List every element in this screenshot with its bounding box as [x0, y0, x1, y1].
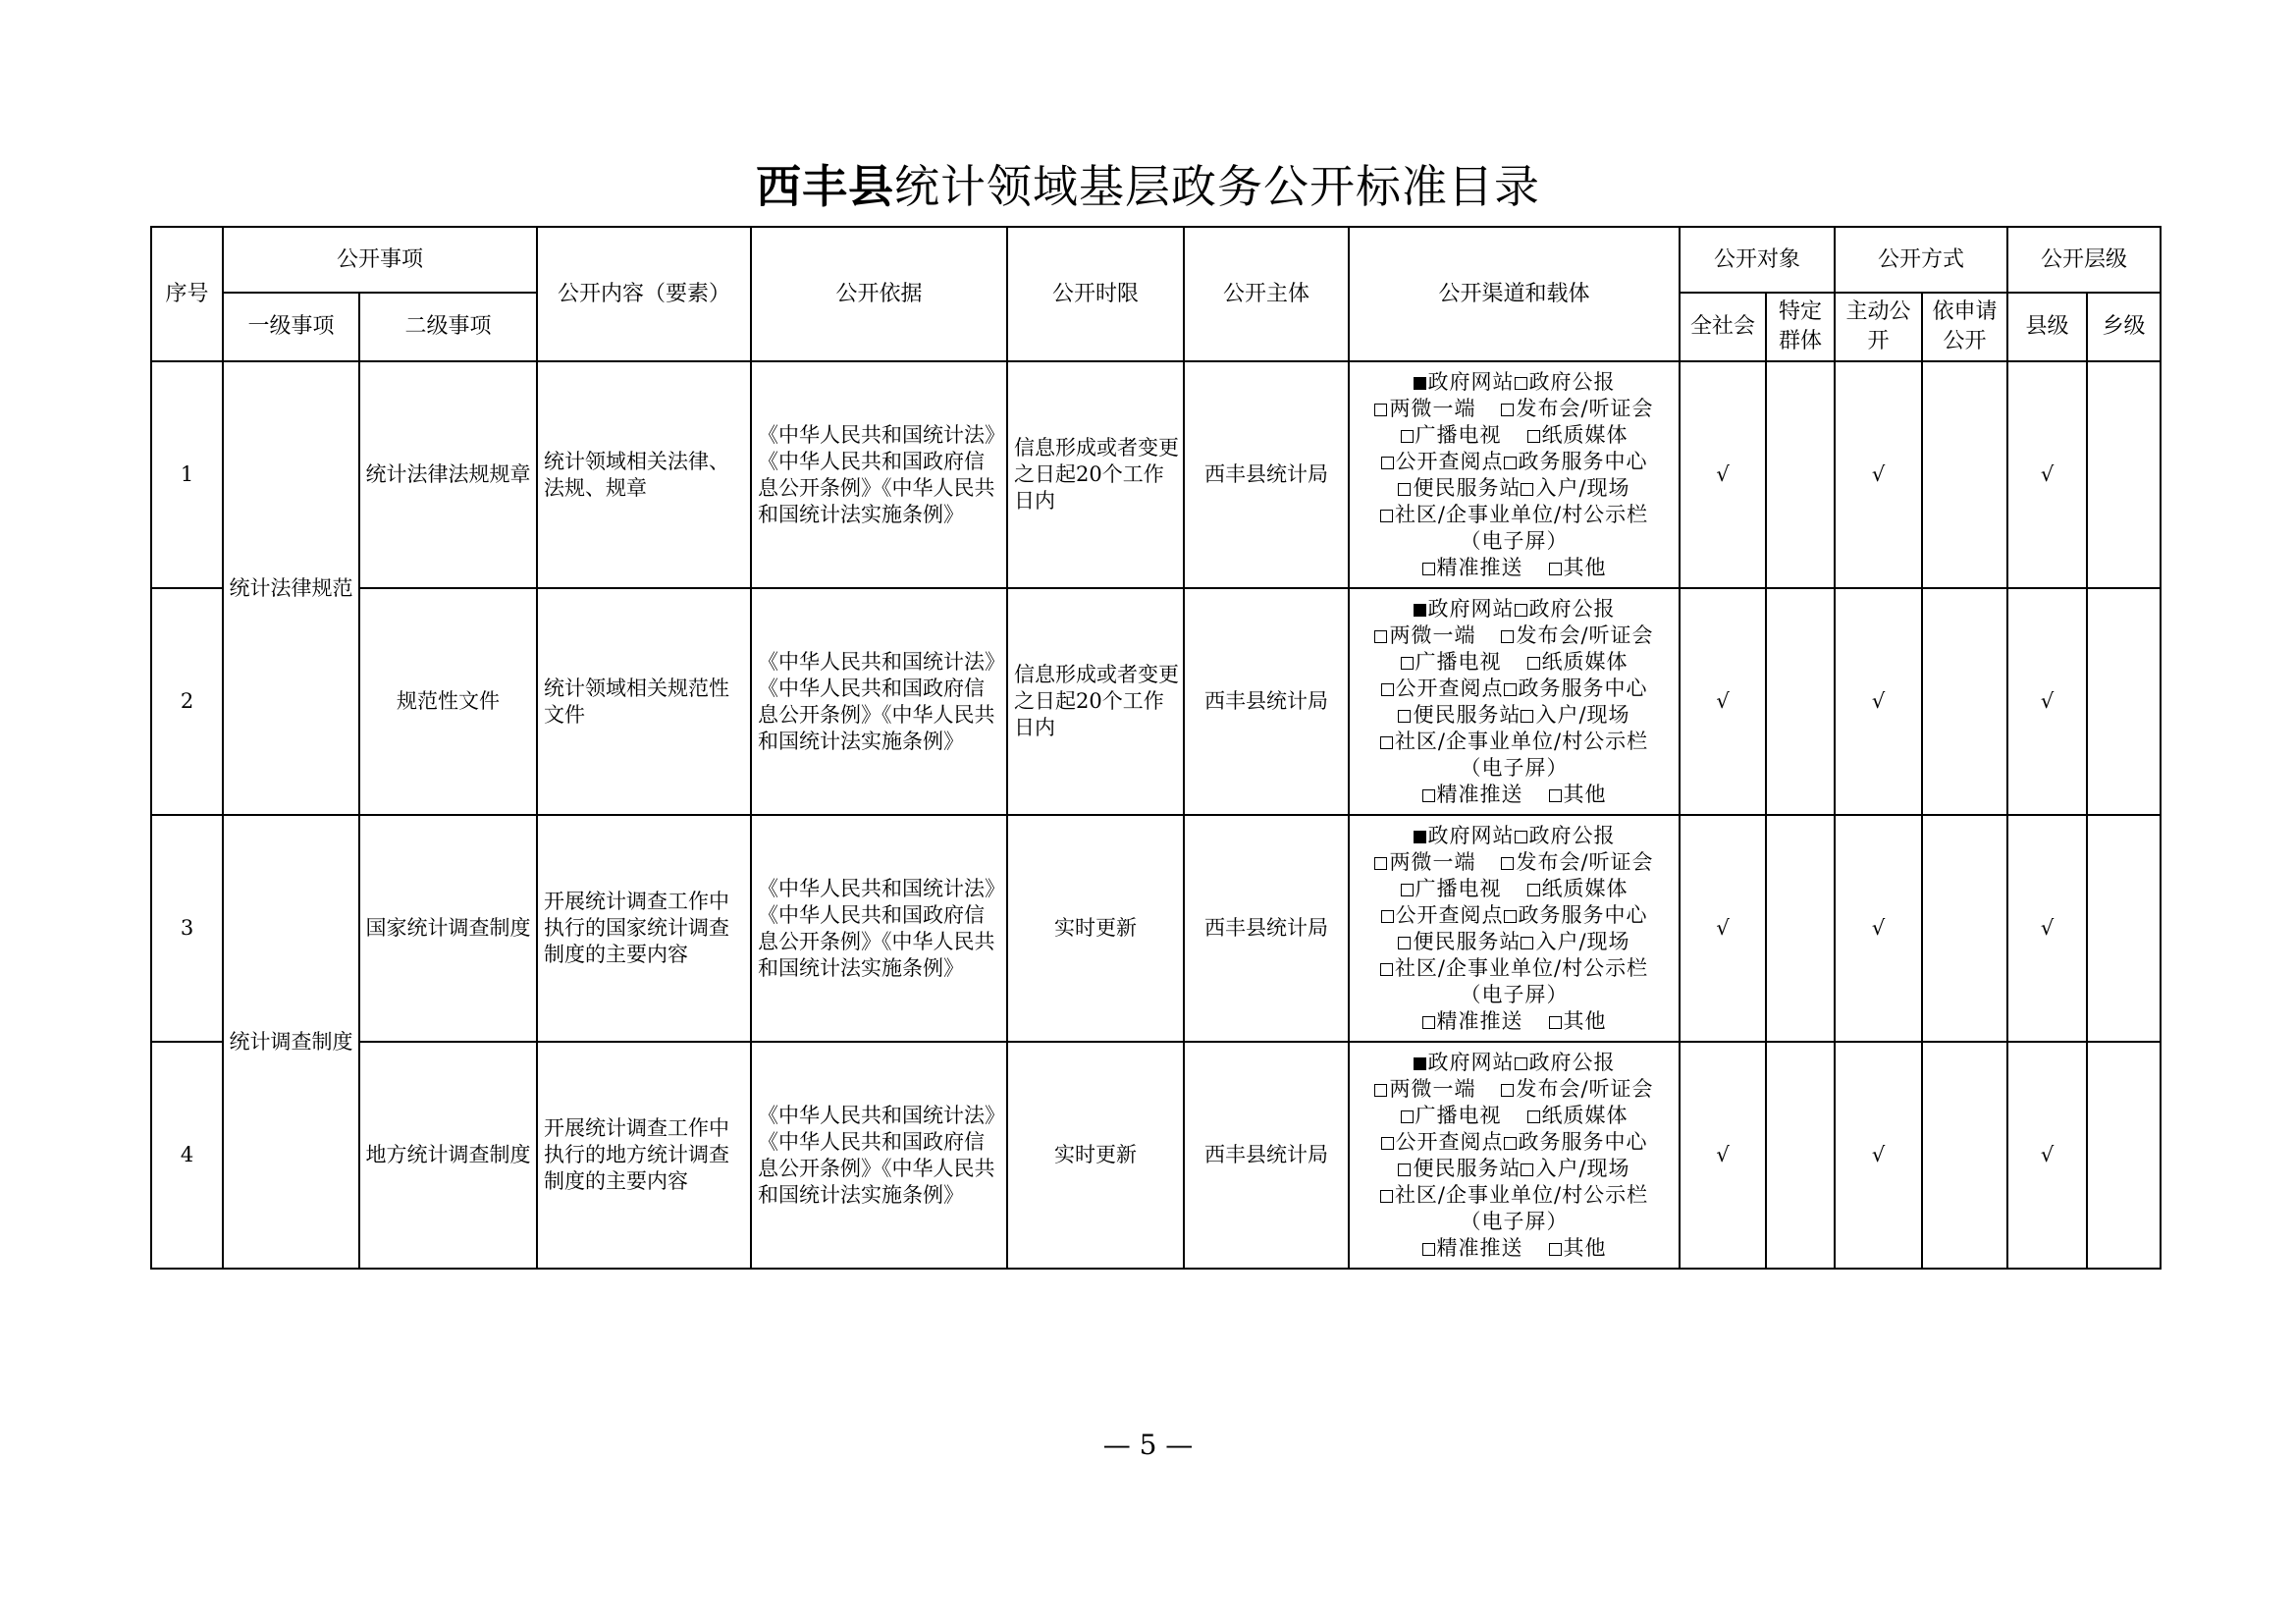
method-active-check: √ [1835, 815, 1922, 1042]
unchecked-box-icon [1398, 710, 1411, 723]
method-request-check [1922, 1042, 2007, 1269]
channel-line [1354, 782, 1675, 808]
unchecked-box-icon [1521, 483, 1533, 496]
level-county-check: √ [2007, 361, 2087, 588]
unchecked-box-icon [1549, 1243, 1562, 1256]
channel-line [1354, 528, 1675, 555]
level-county-check: √ [2007, 815, 2087, 1042]
header-level-town: 乡级 [2087, 293, 2161, 361]
level-county-check: √ [2007, 1042, 2087, 1269]
channel-label: 便民服务站 [1413, 1156, 1522, 1180]
channel-line [1354, 623, 1675, 649]
channel-label: 两微一端 [1389, 623, 1476, 647]
channel-label: 发布会/听证会 [1516, 849, 1654, 874]
level-town-check [2087, 588, 2161, 815]
unchecked-box-icon [1398, 937, 1411, 949]
channel-line [1354, 1156, 1675, 1182]
channel-label: 发布会/听证会 [1516, 623, 1654, 647]
basis-cell: 《中华人民共和国统计法》《中华人民共和国政府信息公开条例》《中华人民共和国统计法实施条例》 [751, 361, 1007, 588]
unchecked-box-icon [1549, 789, 1562, 802]
row-seq: 1 [151, 361, 223, 588]
header-target: 公开对象 [1680, 227, 1835, 293]
channel-line [1354, 369, 1675, 396]
content-cell: 开展统计调查工作中执行的国家统计调查制度的主要内容 [537, 815, 751, 1042]
unchecked-box-icon [1381, 910, 1394, 923]
channel-line [1354, 676, 1675, 702]
unchecked-box-icon [1422, 563, 1435, 575]
channel-label: 纸质媒体 [1541, 422, 1629, 447]
channel-label: 广播电视 [1415, 876, 1502, 900]
unchecked-box-icon [1401, 884, 1414, 896]
channels-cell [1349, 815, 1680, 1042]
channel-label: 精准推送 [1436, 1008, 1523, 1033]
subject-cell: 西丰县统计局 [1184, 815, 1349, 1042]
channel-line [1354, 1103, 1675, 1129]
channel-line [1354, 876, 1675, 902]
unchecked-box-icon [1515, 831, 1527, 843]
channel-label: 广播电视 [1415, 649, 1502, 674]
channel-label: 其他 [1563, 782, 1607, 806]
channel-line [1354, 755, 1675, 782]
title-prefix: 西丰县 [756, 160, 894, 213]
table-row [151, 588, 2161, 815]
basis-cell: 《中华人民共和国统计法》《中华人民共和国政府信息公开条例》《中华人民共和国统计法实施条例》 [751, 815, 1007, 1042]
unchecked-box-icon [1374, 1084, 1387, 1097]
unchecked-box-icon [1381, 457, 1394, 469]
deadline-cell: 实时更新 [1007, 1042, 1184, 1269]
channel-label: 政府网站 [1427, 823, 1515, 847]
page-number: — 5 — [1102, 1429, 1194, 1461]
header-subject: 公开主体 [1184, 227, 1349, 361]
row-seq: 4 [151, 1042, 223, 1269]
row-seq: 3 [151, 815, 223, 1042]
channel-label: 政府网站 [1427, 1050, 1515, 1074]
channel-label: 精准推送 [1436, 1235, 1523, 1260]
channel-label: （电子屏） [1460, 982, 1569, 1006]
channel-label: 政府公报 [1528, 369, 1616, 394]
channel-label: 政务服务中心 [1518, 676, 1648, 700]
header-method: 公开方式 [1835, 227, 2007, 293]
unchecked-box-icon [1549, 563, 1562, 575]
unchecked-box-icon [1380, 1190, 1393, 1203]
channel-label: 公开查阅点 [1395, 449, 1504, 473]
channel-line [1354, 422, 1675, 449]
header-seq: 序号 [151, 227, 223, 361]
channel-label: 其他 [1563, 1235, 1607, 1260]
row-seq: 2 [151, 588, 223, 815]
header-content: 公开内容（要素） [537, 227, 751, 361]
level2-cell: 地方统计调查制度 [359, 1042, 537, 1269]
unchecked-box-icon [1374, 857, 1387, 870]
content-cell: 开展统计调查工作中执行的地方统计调查制度的主要内容 [537, 1042, 751, 1269]
method-request-check [1922, 815, 2007, 1042]
channel-line [1354, 902, 1675, 929]
channel-line [1354, 555, 1675, 581]
channel-label: 两微一端 [1389, 1076, 1476, 1101]
channel-label: 两微一端 [1389, 396, 1476, 420]
unchecked-box-icon [1374, 404, 1387, 416]
channel-line [1354, 955, 1675, 982]
channel-label: 便民服务站 [1413, 475, 1522, 500]
unchecked-box-icon [1504, 457, 1517, 469]
level1-cell: 统计调查制度 [223, 815, 359, 1269]
table-row [151, 1042, 2161, 1269]
unchecked-box-icon [1374, 630, 1387, 643]
target-specific-check [1766, 1042, 1835, 1269]
channel-line [1354, 823, 1675, 849]
channel-label: 社区/企事业单位/村公示栏 [1394, 1182, 1649, 1207]
channel-label: 政府网站 [1427, 596, 1515, 621]
channels-cell [1349, 588, 1680, 815]
deadline-cell: 信息形成或者变更之日起20个工作日内 [1007, 361, 1184, 588]
target-specific-check [1766, 588, 1835, 815]
unchecked-box-icon [1422, 1016, 1435, 1029]
method-active-check: √ [1835, 588, 1922, 815]
channel-label: 其他 [1563, 1008, 1607, 1033]
unchecked-box-icon [1527, 430, 1540, 443]
channel-line [1354, 1235, 1675, 1262]
catalog-table [150, 226, 2162, 1270]
unchecked-box-icon [1380, 510, 1393, 522]
unchecked-box-icon [1422, 789, 1435, 802]
unchecked-box-icon [1381, 683, 1394, 696]
channel-label: （电子屏） [1460, 755, 1569, 780]
channel-line [1354, 1050, 1675, 1076]
header-basis: 公开依据 [751, 227, 1007, 361]
unchecked-box-icon [1504, 1137, 1517, 1150]
channel-line [1354, 475, 1675, 502]
method-request-check [1922, 361, 2007, 588]
channel-label: 社区/企事业单位/村公示栏 [1394, 729, 1649, 753]
channel-label: （电子屏） [1460, 1209, 1569, 1233]
unchecked-box-icon [1398, 1164, 1411, 1176]
channel-label: 广播电视 [1415, 422, 1502, 447]
header-level-county: 县级 [2007, 293, 2087, 361]
channel-line [1354, 729, 1675, 755]
unchecked-box-icon [1521, 1164, 1533, 1176]
unchecked-box-icon [1515, 604, 1527, 617]
channel-label: 入户/现场 [1535, 1156, 1630, 1180]
subject-cell: 西丰县统计局 [1184, 588, 1349, 815]
unchecked-box-icon [1501, 630, 1514, 643]
header-level2: 二级事项 [359, 293, 537, 361]
header-target-all: 全社会 [1680, 293, 1766, 361]
subject-cell: 西丰县统计局 [1184, 361, 1349, 588]
unchecked-box-icon [1527, 884, 1540, 896]
channel-label: 社区/企事业单位/村公示栏 [1394, 955, 1649, 980]
channel-label: 政府公报 [1528, 1050, 1616, 1074]
channel-line [1354, 596, 1675, 623]
channel-label: 纸质媒体 [1541, 876, 1629, 900]
checked-box-icon [1414, 377, 1426, 390]
unchecked-box-icon [1549, 1016, 1562, 1029]
target-all-check: √ [1680, 361, 1766, 588]
channel-line [1354, 849, 1675, 876]
checked-box-icon [1414, 831, 1426, 843]
channel-label: 公开查阅点 [1395, 902, 1504, 927]
channel-label: 政府公报 [1528, 823, 1616, 847]
unchecked-box-icon [1515, 377, 1527, 390]
channel-label: 便民服务站 [1413, 929, 1522, 953]
target-specific-check [1766, 815, 1835, 1042]
unchecked-box-icon [1501, 1084, 1514, 1097]
deadline-cell: 实时更新 [1007, 815, 1184, 1042]
channel-line [1354, 1076, 1675, 1103]
channel-label: 便民服务站 [1413, 702, 1522, 727]
unchecked-box-icon [1515, 1057, 1527, 1070]
checked-box-icon [1414, 604, 1426, 617]
header-target-specific: 特定群体 [1766, 293, 1835, 361]
basis-cell: 《中华人民共和国统计法》《中华人民共和国政府信息公开条例》《中华人民共和国统计法实施条例》 [751, 1042, 1007, 1269]
channel-line [1354, 1209, 1675, 1235]
header-channels: 公开渠道和载体 [1349, 227, 1680, 361]
unchecked-box-icon [1422, 1243, 1435, 1256]
channel-label: 发布会/听证会 [1516, 396, 1654, 420]
channel-label: 公开查阅点 [1395, 676, 1504, 700]
target-all-check: √ [1680, 1042, 1766, 1269]
channel-line [1354, 1008, 1675, 1035]
basis-cell: 《中华人民共和国统计法》《中华人民共和国政府信息公开条例》《中华人民共和国统计法实施条例》 [751, 588, 1007, 815]
subject-cell: 西丰县统计局 [1184, 1042, 1349, 1269]
channel-label: 广播电视 [1415, 1103, 1502, 1127]
channel-label: 精准推送 [1436, 555, 1523, 579]
level1-cell: 统计法律规范 [223, 361, 359, 815]
table-row [151, 815, 2161, 1042]
channel-line [1354, 396, 1675, 422]
channel-line [1354, 449, 1675, 475]
channel-label: 政务服务中心 [1518, 449, 1648, 473]
unchecked-box-icon [1504, 910, 1517, 923]
channel-label: 纸质媒体 [1541, 649, 1629, 674]
channel-label: 入户/现场 [1535, 475, 1630, 500]
content-cell: 统计领域相关规范性文件 [537, 588, 751, 815]
channel-line [1354, 1182, 1675, 1209]
header-method-request: 依申请公开 [1922, 293, 2007, 361]
channel-line [1354, 649, 1675, 676]
unchecked-box-icon [1401, 430, 1414, 443]
target-all-check: √ [1680, 815, 1766, 1042]
channel-label: 入户/现场 [1535, 929, 1630, 953]
unchecked-box-icon [1521, 937, 1533, 949]
channel-label: 两微一端 [1389, 849, 1476, 874]
unchecked-box-icon [1380, 963, 1393, 976]
channel-label: 公开查阅点 [1395, 1129, 1504, 1154]
channel-label: 纸质媒体 [1541, 1103, 1629, 1127]
header-method-active: 主动公开 [1835, 293, 1922, 361]
channel-label: 其他 [1563, 555, 1607, 579]
checked-box-icon [1414, 1057, 1426, 1070]
header-level: 公开层级 [2007, 227, 2161, 293]
channel-label: 入户/现场 [1535, 702, 1630, 727]
target-all-check: √ [1680, 588, 1766, 815]
level2-cell: 统计法律法规规章 [359, 361, 537, 588]
level-county-check: √ [2007, 588, 2087, 815]
deadline-cell: 信息形成或者变更之日起20个工作日内 [1007, 588, 1184, 815]
unchecked-box-icon [1401, 657, 1414, 670]
level2-cell: 国家统计调查制度 [359, 815, 537, 1042]
level-town-check [2087, 815, 2161, 1042]
header-deadline: 公开时限 [1007, 227, 1184, 361]
unchecked-box-icon [1501, 404, 1514, 416]
channel-line [1354, 1129, 1675, 1156]
channel-line [1354, 929, 1675, 955]
method-active-check: √ [1835, 1042, 1922, 1269]
unchecked-box-icon [1527, 657, 1540, 670]
channel-label: 发布会/听证会 [1516, 1076, 1654, 1101]
channels-cell [1349, 361, 1680, 588]
level-town-check [2087, 1042, 2161, 1269]
table-row [151, 361, 2161, 588]
channel-label: 政府公报 [1528, 596, 1616, 621]
channel-line [1354, 982, 1675, 1008]
channel-label: （电子屏） [1460, 528, 1569, 553]
channel-label: 政务服务中心 [1518, 902, 1648, 927]
channel-label: 精准推送 [1436, 782, 1523, 806]
channel-line [1354, 502, 1675, 528]
unchecked-box-icon [1501, 857, 1514, 870]
level-town-check [2087, 361, 2161, 588]
channel-label: 政务服务中心 [1518, 1129, 1648, 1154]
page-title [0, 157, 2296, 216]
unchecked-box-icon [1504, 683, 1517, 696]
unchecked-box-icon [1380, 736, 1393, 749]
unchecked-box-icon [1401, 1110, 1414, 1123]
method-active-check: √ [1835, 361, 1922, 588]
header-matters: 公开事项 [223, 227, 537, 293]
channel-label: 政府网站 [1427, 369, 1515, 394]
channels-cell [1349, 1042, 1680, 1269]
channel-label: 社区/企事业单位/村公示栏 [1394, 502, 1649, 526]
content-cell: 统计领域相关法律、法规、规章 [537, 361, 751, 588]
title-main: 统计领域基层政务公开标准目录 [894, 160, 1540, 213]
unchecked-box-icon [1381, 1137, 1394, 1150]
target-specific-check [1766, 361, 1835, 588]
unchecked-box-icon [1398, 483, 1411, 496]
level2-cell: 规范性文件 [359, 588, 537, 815]
unchecked-box-icon [1521, 710, 1533, 723]
method-request-check [1922, 588, 2007, 815]
channel-line [1354, 702, 1675, 729]
header-level1: 一级事项 [223, 293, 359, 361]
unchecked-box-icon [1527, 1110, 1540, 1123]
